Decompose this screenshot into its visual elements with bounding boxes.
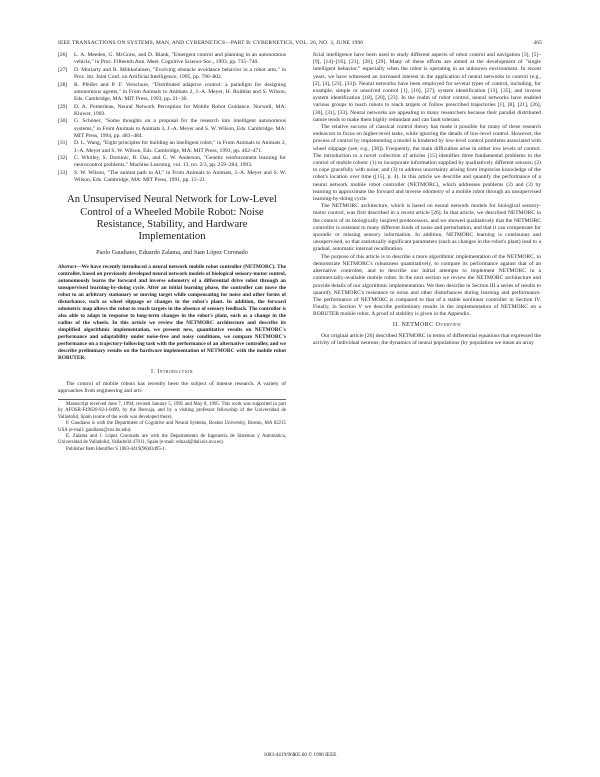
body-paragraph: The purpose of this article is to describe a more algorithmic implementation of the NETMORC, to demonstrate NETMORC's robustness quantitatively, to compare its performance against that of an alternative controller, and to describe our initial attempts to implement NETMORC in a commercially-available mobile robot. In the next section we review the NETMORC architecture and provide details of our algorithmic implementation. We then describe in Section III a series of results to quantify NETMORC's resistance to noise and other disturbances during learning and performance. The performance of NETMORC is compared to that of a stable nonlinear controller in Section IV. Finally, in Section V we describe preliminary results in the implementation of NETMORC on a ROBUTER mobile robot. A proof of stability is given in the Appendix. [313, 253, 541, 318]
abstract-body: We have recently introduced a neural network mobile robot controller (NETMORC). The controller, based on previously developed neural network models of biological sensory-motor control, autonomously learns the forward and inverse odometry of a differential drive robot through an unsupervised learning-by-doing cycle. After an initial learning phase, the controller can move the robot to an arbitrary stationary or moving target while compensating for noise and other forms of disturbance, such as wheel slippage or changes in the robot's plant. In addition, the forward odometric map allows the robot to reach targets in the absence of sensory feedback. The controller is also able to adapt in response to long-term changes in the robot's plant, such as a change in the radius of the wheels. In this article we review the NETMORC architecture and describe its simplified algorithmic implementation, we present new, quantitative results on NETMORC's performance and adaptability under noise-free and noisy conditions, we compare NETMORC's performance on a trajectory-following task with the performance of an alternative controller, and we describe preliminary results on the hardware implementation of NETMORC with the mobile robot ROBUTER. [58, 264, 286, 362]
body-paragraph: ficial intelligence have been used to study different aspects of robot control and navigation [3], [5]–[9], [14]–[16], [21], [28], [29]. Many of these efforts are aimed at the development of "single intelligent behavior," especially when the robot is operating in an unknown environment. In recent years, we have witnessed an increased interest in the application of neural networks to control (e.g., [2], [4], [23], [33]). Neural networks have been employed for several types of control, including, for example, simple or unsolved control [1], [10], [27]; system identification [13], [35]; and inverse system identification [18], [20], [23]. In the realm of robot control, neural networks have enabled various groups to teach robots to reach targets or follow prescribed trajectories [1], [8], [21], [26], [30], [31], [33]. Neural networks are appealing to many researchers because their parallel distributed nature tends to make them highly redundant and can fault tolerant. [313, 52, 541, 123]
reference-number: [32] [58, 155, 68, 162]
footnote-publisher-id: Publisher Item Identifier S 1083-4419(96)03495-1. [66, 446, 167, 452]
running-head [58, 40, 542, 46]
reference-item [58, 52, 286, 66]
reference-number: [29] [58, 103, 68, 110]
abstract-lead: Abstract— [58, 264, 82, 271]
reference-number: [33] [58, 169, 68, 176]
reference-text: S. W. Wilson, "The animat path to AI," in From Animals to Animats, J.-A. Meyer and S. W. Wilson, Eds. Cambridge, MA: MIT Press, 1991, pp. 15–21. [74, 169, 286, 184]
article-title: An Unsupervised Neural Network for Low-Level Control of a Wheeled Mobile Robot: Noise Resistance, Stability, and Hardware Implementation [67, 194, 277, 242]
article-authors: Paolo Gaudiano, Eduardo Zalama, and Juan López Coronado [96, 249, 248, 257]
reference-number: [31] [58, 140, 68, 147]
footnotes [58, 399, 286, 453]
reference-number: [27] [58, 66, 68, 73]
overview-paragraph: Our original article [26] described NETMORC in terms of differential equations that expressed the activity of individual neurons; the dynamics of neural populations (by population we mean an array [313, 332, 541, 346]
reference-text: G. Schöner, "Some thoughts on a proposal for the research into intelligent autonomous systems," in From Animals to Animats 3, J.-A. Meyer and S. W. Wilson, Eds. Cambridge, MA: MIT Press, 1994, pp. 483–484. [74, 118, 286, 139]
introduction-paragraph: The control of mobile robots has recently been the subject of intense research. A variety of approaches from engineering and arti- [58, 380, 286, 394]
reference-text: D. A. Pomerleau, Neural Network Perception for Mobile Robot Guidance. Norwell, MA: Kluwer, 1993. [74, 103, 286, 117]
reference-text: L. A. Meeden, G. McGraw, and D. Blank, "Emergent control and planning in an autonomous vehicle," in Proc. Fifteenth Ann. Meet. Cognitive Science Soc., 1993, pp. 735–740. [74, 52, 286, 66]
section-heading-overview: II. NETMORC Overview [392, 321, 462, 328]
reference-item [58, 170, 286, 184]
copyright-footer: 1083-4419/96$05.00 © 1996 IEEE [263, 752, 337, 758]
reference-item [58, 155, 286, 169]
left-column [58, 52, 286, 453]
footnote-author-zalama: E. Zalama and J. López Coronado are with the Departamento de Ingeniería de Sistemas y Automática, Universidad de Valladolid, Valladolid 47011, Spain (e-mail: eduzal@dali.eis.uva.es). [58, 434, 286, 446]
right-column [313, 52, 541, 347]
footnote-manuscript: Manuscript received June 7, 1994; revised January 5, 1995 and May 8, 1995. This work was supported in part by AFOSR-F49620-92-J-0499, by the Ibercaja, and by a visiting professor fellowship of the Universidad de Valladolid, Spain (some of the work was developed there). [58, 402, 286, 420]
reference-item [58, 140, 286, 154]
reference-number: [26] [58, 52, 68, 58]
body-paragraph: The relative success of classical control theory has made it possible for many of these research endeavors to focus on higher-level tasks, while ignoring the details of low-level control. However, the process of control by implementing a model is hindered by low-level control problems associated with wheel slippage (see, e.g., [38]). Frequently, the main difficulties arise in either low levels of control. The introduction to a novel collection of articles [15] identifies three fundamental problems in the control of mobile robots: (1) to incorporate information supplied by qualitatively different sensors; (2) to cope gracefully with noise; and (3) to address uncertainty arising from imprecise knowledge of the robot's location over time ([15], p. 4). In this article we describe and quantify the performance of a neural network mobile robot controller (NETMORC), which addresses problems (2) and (3) by learning to approximate the forward and inverse odometry of a mobile robot through an unsupervised learning-by-doing cycle. [313, 124, 541, 203]
references-list [58, 52, 286, 184]
page-number: 465 [533, 40, 542, 46]
reference-number: [30] [58, 118, 68, 125]
reference-text: R. Pfeifer and P. F. Verschure, "Distributed adaptive control: a paradigm for designing autonomous agents," in From Animals to Animats 2, J.-A. Meyer, H. Roitblat and S. Wilson, Eds. Cambridge, MA: MIT Press, 1993, pp. 21–30. [74, 81, 286, 102]
reference-item [58, 118, 286, 140]
footnote-author-gaudiano: P. Gaudiano is with the Department of Cognitive and Neural Systems, Boston University, Boston, MA 02215 USA (e-mail: gaudiano@cns.bu.edu). [58, 421, 286, 433]
reference-item [58, 104, 286, 118]
abstract [58, 264, 286, 362]
reference-text: D. Moriarty and R. Miikkulainen, "Evolving obstacle avoidance behavior in a robot arm," in Proc. Int. Joint Conf. on Artificial Intelligence, 1995, pp. 796–802. [74, 66, 286, 80]
reference-item [58, 67, 286, 81]
reference-text: C. Whitley, S. Dominic, R. Das, and C. W. Anderson, "Genetic reinforcement learning for neurocontrol problems," Machine Learning, vol. 13, no. 2/3, pp. 259–284, 1993. [74, 155, 286, 169]
section-heading-introduction: I. Introduction [151, 369, 193, 376]
reference-number: [28] [58, 81, 68, 88]
journal-header: IEEE TRANSACTIONS ON SYSTEMS, MAN, AND CYBERNETICS—PART B: CYBERNETICS, VOL. 26, NO. 3, JUNE 1996 [58, 40, 364, 46]
reference-item [58, 82, 286, 104]
reference-text: D. L. Wang, "Eight principles for building an intelligent robot," in From Animals to Animats 2, J.-A. Meyer and S. W. Wilson, Eds. Cambridge, MA: MIT Press, 1993, pp. 462–471. [74, 140, 286, 154]
body-paragraph: The NETMORC architecture, which is based on neural network models for biological sensory-motor control, was first described in a recent article [26]. In that article, we described NETMORC in the context of its biologically inspired predecessors, and we showed qualitatively that the NETMORC controller is resistant to many different kinds of noise and perturbation, and that it can compensate for sporadic or missing sensory information. In addition, NETMORC learning is continuous and unsupervised, so that statistically significant parameters (such as changes in the robot's plant) lead to a gradual, automatic internal recalibration. [313, 203, 541, 253]
